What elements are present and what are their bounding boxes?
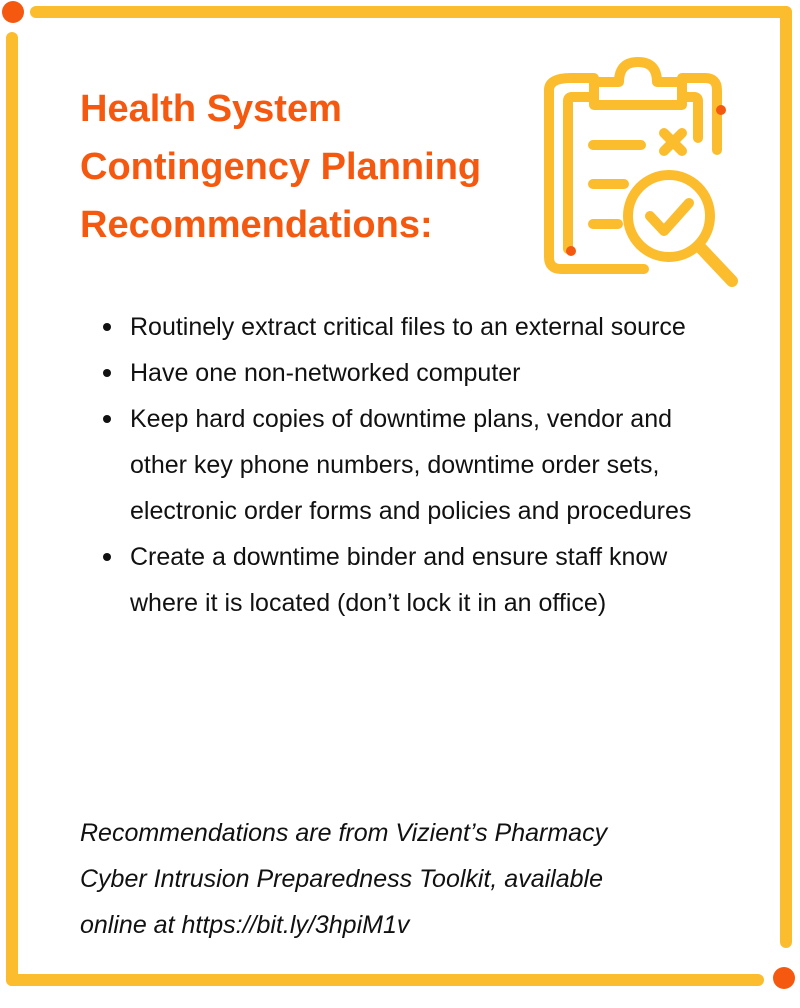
clipboard-checklist-magnifier-icon: [536, 52, 740, 292]
page-title: [80, 80, 550, 254]
footnote-line: Cyber Intrusion Preparedness Toolkit, available: [80, 865, 603, 893]
list-item: [80, 304, 720, 350]
footnote-line: Recommendations are from Vizient’s Pharmacy: [80, 819, 608, 847]
bullet-dot: [103, 323, 111, 331]
list-item-text: Create a downtime binder and ensure staff know where it is located (don’t lock it in an office): [130, 543, 668, 617]
bullet-dot: [103, 369, 111, 377]
bullet-dot: [103, 415, 111, 423]
frame-corner-dot-top-left: [2, 1, 24, 23]
list-item: [80, 534, 720, 626]
page-title-line: Health System: [80, 88, 342, 130]
page-title-line: Contingency Planning: [80, 146, 482, 188]
list-item-text: Keep hard copies of downtime plans, vendor and other key phone numbers, downtime order sets, electronic order forms and policies and procedures: [130, 405, 692, 525]
list-item-text: Routinely extract critical files to an external source: [130, 313, 686, 341]
source-footnote: [80, 810, 730, 948]
recommendations-list: [80, 304, 720, 626]
footnote-line: online at https://bit.ly/3hpiM1v: [80, 911, 410, 939]
list-item: [80, 350, 720, 396]
frame-corner-dot-bottom-right: [773, 967, 795, 989]
bullet-dot: [103, 553, 111, 561]
list-item-text: Have one non-networked computer: [130, 359, 521, 387]
list-item: [80, 396, 720, 534]
page-title-line: Recommendations:: [80, 204, 433, 246]
